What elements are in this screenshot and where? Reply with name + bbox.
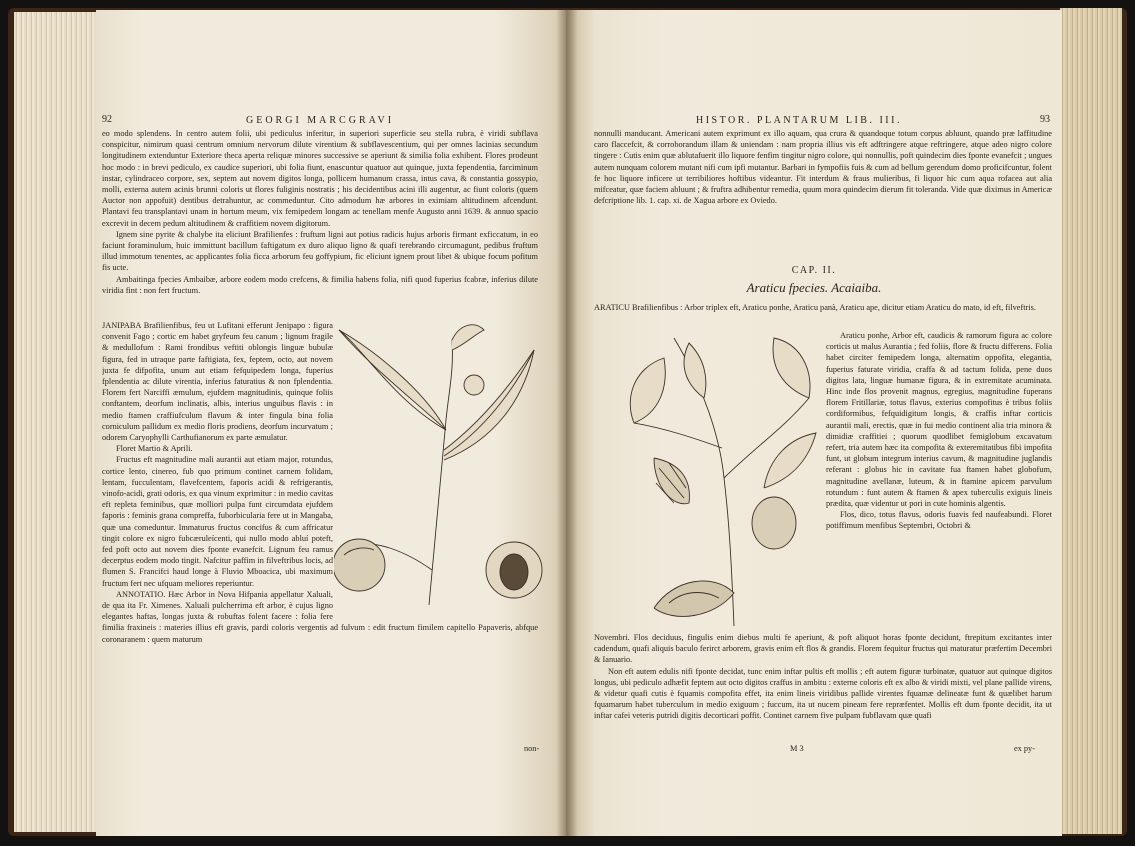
janipaba-fruit-seeds (500, 554, 528, 590)
edulis-paragraph: Non eft autem edulis nifi fponte decidat, tunc enim inftar pultis eft mollis ; eft autem figuræ turbinatæ, quatuor aut quinque digitos longus, ubi pediculo adhæfit feptem aut octo digitos craffus in ambitu : externe coloris eft ex albo & viridi mixti, vel plane pallide virens, & videtur quafi cutis è fquamis compofita effet, ita enim lineis viridibus pallide virentes fquamæ delineatæ funt & quælibet harum fquamarum habet tuberculum in medio exiguum ; fuccum, ita ut nucem pineam fere repræfentet. Mollis eft dum fponte decidit, ita ut inftar cafei veteris putridi digitis decorticari poffit. Continet carnem five pulpam fubflavam quæ quafi (594, 666, 1052, 721)
janipaba-flower (452, 325, 484, 350)
page-edges-right (1060, 8, 1122, 834)
left-paragraph-1: eo modo splendens. In centro autem folii, ubi pediculus inferitur, in superiori superficie seu stella rubra, è viridi subflava conspicitur, nimirum quasi centrum omnium nervorum dilute virentium & subflavescentium, qui per omnes lacinias secundum longitudinem extenduntur Exteriore theca aperta reliquæ minores successive se aperiunt & similia folia exhibent. Flores prodeunt hoc modo : in brevi pediculo, ex caudice superiori, ubi folia fiunt, enascuntur quatuor aut quinque, juxta fependentia, farciminum instar, cylindraceo corpore, sex, septem aut novem digitos longa, pollicem humanum crassa, intus cava, & constantia gossypio, molli, externa autem acinis brunni coloris ut flores fuliginis nostratis ; his decidentibus acini illi augentur, ac fiunt coloris (quem Auctor non appofuit) dentibus detrahuntur, ac commeduntur. Cito admodum hæ arbores in eximiam altitudinem afcendunt. Plantavi feu transplantavi unam in hortum meum, vix femipedem longam ac tenellam menfe Augusto anni 1639. & annuo spacio excrevit in decem pedum altitudinem & craffitiem novem digitorum. (102, 129, 538, 228)
araticu-fruit-scaly (654, 458, 689, 504)
right-top-text (594, 128, 1052, 262)
novembri-paragraph: Novembri. Flos deciduus, fingulis enim diebus multi fe aperiunt, & poft aliquot horas fponte decidunt, ftrepitum excitantes inter cadendum, quafi aliquis baculo ferirct arborem, gravis enim eft flos & grandis. Florem fequitur fructus qui maturatur præfertim Decembri & Ianuario. (594, 633, 1052, 665)
right-page (566, 10, 1062, 836)
right-page-number: 93 (1040, 114, 1050, 125)
araticu-leaf-3 (764, 433, 816, 488)
araticu-fruit-cut (654, 581, 734, 616)
araticu-leaf-1 (630, 358, 665, 423)
araticu-leaf-4 (684, 343, 706, 398)
janipaba-flower-2 (464, 375, 484, 395)
left-page (96, 10, 566, 836)
araticu-intro: ARATICU Brafilienfibus : Arbor triplex eft, Araticu ponhe, Araticu panà, Araticu ape, dicitur etiam Araticu do mato, id eft, filveftris. (594, 303, 1036, 312)
annotatio-paragraph: ANNOTATIO. Hæc Arbor in Nova Hifpania appellatur Xaluali, de qua ita Fr. Ximenes. Xaluali pulcherrima eft arbor, è cujus ligno elegantes haftas, longas juxta & robuftas folent facere : folia fere fimilia fraxineis : materies illius eft gravis, pardi coloris vergentis ad fulvum : edit fructum fimilem capitello Papaveris, abfque coronaranem : quem maturum (102, 589, 538, 644)
chapter-heading: CAP. II. (791, 265, 837, 276)
araticu-ponhe-paragraph: Araticu ponhe, Arbor eft, caudicis & ramorum figura ac colore corticis ut malus Aurantia ; fed foliis, flore & fructu differens. Folia habet circiter femipedem longa, alternatim oppofita, elegantia, fuperius faturate viridia, craffa & ad tactum folida, pene duos digitos lata, linguæ humanæ figura, & in extremitate acuminata. Hinc inde flos provenit magnus, egregius, magnitudine fuperans florem Fritillariæ, totus flavus, exterius compofitus è tribus foliis cordiformibus, fefquidigitum longis, & craffis inftar corticis aurantii mali, erectis, quæ in fui medio continent alia tria minora & dimidiæ craffitiei ; quorum quodlibet femiglobum excavatum refert, tria autem hæc ita compofita & exteremitatibus fibi impofita funt, ut globum integrum interius cavum, & magnitudine juglandis referant : globus hic in cavitate fua ftamen habet globofum, magnitudine avellanæ, luteum, & in ftamine apicem parvulum rotundum : funt autem & ftamen & apex tuberculis exiguis lineis prædita, quæ videntur ut pori in cute hominis algentis. (826, 331, 1052, 509)
right-running-head: HISTOR. PLANTARUM LIB. III. (696, 115, 902, 126)
chapter-title: Araticu fpecies. Acaiaiba. (746, 280, 882, 295)
janipaba-fruit-whole (334, 539, 385, 591)
left-top-text (102, 128, 538, 318)
right-intro-text (594, 302, 1052, 326)
page-edges-left (14, 12, 100, 832)
janipaba-paragraph: JANIPABA Brafilienfibus, feu ut Lufitani efferunt Jenipapo : figura convenit Fago ; cortic em habet gryfeum feu canum ; lignum fragile & medullofum : Rami frondibus veftiti oblongis linguæ bubulæ figura, fed in utraque parte faftigiata, fex, feptem, octo, aut novem juxta fe difpofita, unum aut etiam fefquipedem longa, fuperius fplendentia ac dilute virentia, inferius faturatius & non fplendentia. Florem fert Narciffi æmulum, ejufdem magnitudinis, quinque foliis conftantem, deorfum inclinatis, albis, interius unguibus flavis : in medio ftamen craffiufculum flavum & inter fingula bina folia corniculum pallidum ex medio floris prodiens, deorfum incurvatum ; odorem Caryophylli Carthufianorum ex parte æmulatur. (102, 321, 333, 443)
right-bottom-text (594, 632, 1052, 744)
fructus-paragraph: Fructus eft magnitudine mali aurantii aut etiam major, rotundus, cortice lento, cinereo, fub quo primum continet carnem folidam, lentam, fucculentam, flavefcentem, faporis acidi & refrigerantis, vinofo-acidi, grati odoris, ex qua vinum exprimitur : in medio cavitas eft repleta feminibus, quæ molliori pulpa funt circumdata ejufdem faporis : feminis grana compreffa, fuborbicularia fere ut in Mangaba, quæ una comeduntur. Immaturus fructus concifus & cum affricatur tingit colore ex nigro fubcæruleícenti, qui nullo modo abluí poteft, fed poft octo aut novem dies fponte evanefcit. Lignum feu ramus decerptus eodem modo tingit. Nafcitur paffim in filveftribus locis, ad flumen S. Francifci haud longe à Fluvio Mboacica, ubi maximum fructum fert nec ufquam meliores reperiuntur. (102, 455, 333, 588)
flos-paragraph: Flos, dico, totus flavus, odoris fuavis fed naufeabundi. Floret potiffimum menfibus Septembri, Octobri & (826, 510, 1052, 531)
araticu-leaf-2 (773, 338, 810, 398)
janipaba-stem (429, 340, 452, 605)
araticu-illustration (594, 328, 824, 628)
janipaba-leaf-left (339, 330, 446, 430)
left-catchword: non- (524, 744, 540, 753)
right-catchword: ex py- (1014, 744, 1035, 753)
left-running-head: GEORGI MARCGRAVI (246, 115, 395, 126)
floret-line: Floret Martio & Aprili. (116, 444, 193, 454)
left-paragraph-2: Ignem sine pyrite & chalybe ita eliciunt Brafilienfes : fruftum ligni aut potius radicis hujus arboris firmant exficcatum, in eo faciunt foraminulum, huic immittunt bacillum faftigatum ex duro aliquo ligno & quafi terebrando circumagunt, pedibus fruftum illud immotum tenentes, ac applicantes folia ficca arborum feu goffypium, fic eliciunt ignem prout libet & ubique focum pofitum fis ucte. (102, 229, 538, 273)
janipaba-illustration (334, 310, 544, 610)
araticu-fruit-hanging (752, 497, 796, 549)
signature-mark: M 3 (790, 744, 804, 753)
left-page-number: 92 (102, 114, 112, 125)
janipaba-leaf-right (444, 350, 534, 460)
right-top-paragraph: nonnulli manducant. Americani autem exprimunt ex illo aquam, qua crura & quandoque totum corpus abluunt, quando præ laffitudine caro flaccefcit, & corroborandum illam & uniendam : nam propria illius vis eft adftringere atque reftringere, atque adeo nigro colore tingere : Cutis enim quæ ablutafuerit illo liquore fenfim tingitur nigro colore, qui nonnullis, poft quindecim dies fponte evanefcit ; ungues autem nunquam colorem mutant nifi cum ipfi mutantur. Barbari in fympofiis fuis & cum ad bellum gerendum domo proficifcuntur, folent fe hoc liquore inficere ut terribiliores hoftibus videantur. Fit interdum & fraus mulieribus, fi liquor hic cum aqua rofacea aut alia mifceatur, quæ faciem abluunt ; & fruftra adhibentur remedia, quum mora quindecim dierum fit toleranda. Vide quæ diximus in Americæ defcriptione lib. 1. cap. xi. de Xagua arbore ex Oviedo. (594, 129, 1052, 206)
book-gutter (556, 10, 578, 836)
araticu-branch-left (634, 423, 722, 448)
left-paragraph-3: Ambaitinga fpecies Ambaibæ, arbore eodem modo crefcens, & fimilia habens folia, nifi quod fuperius fcabræ, inferius dilute viridia fint : non fert fructum. (102, 274, 538, 295)
